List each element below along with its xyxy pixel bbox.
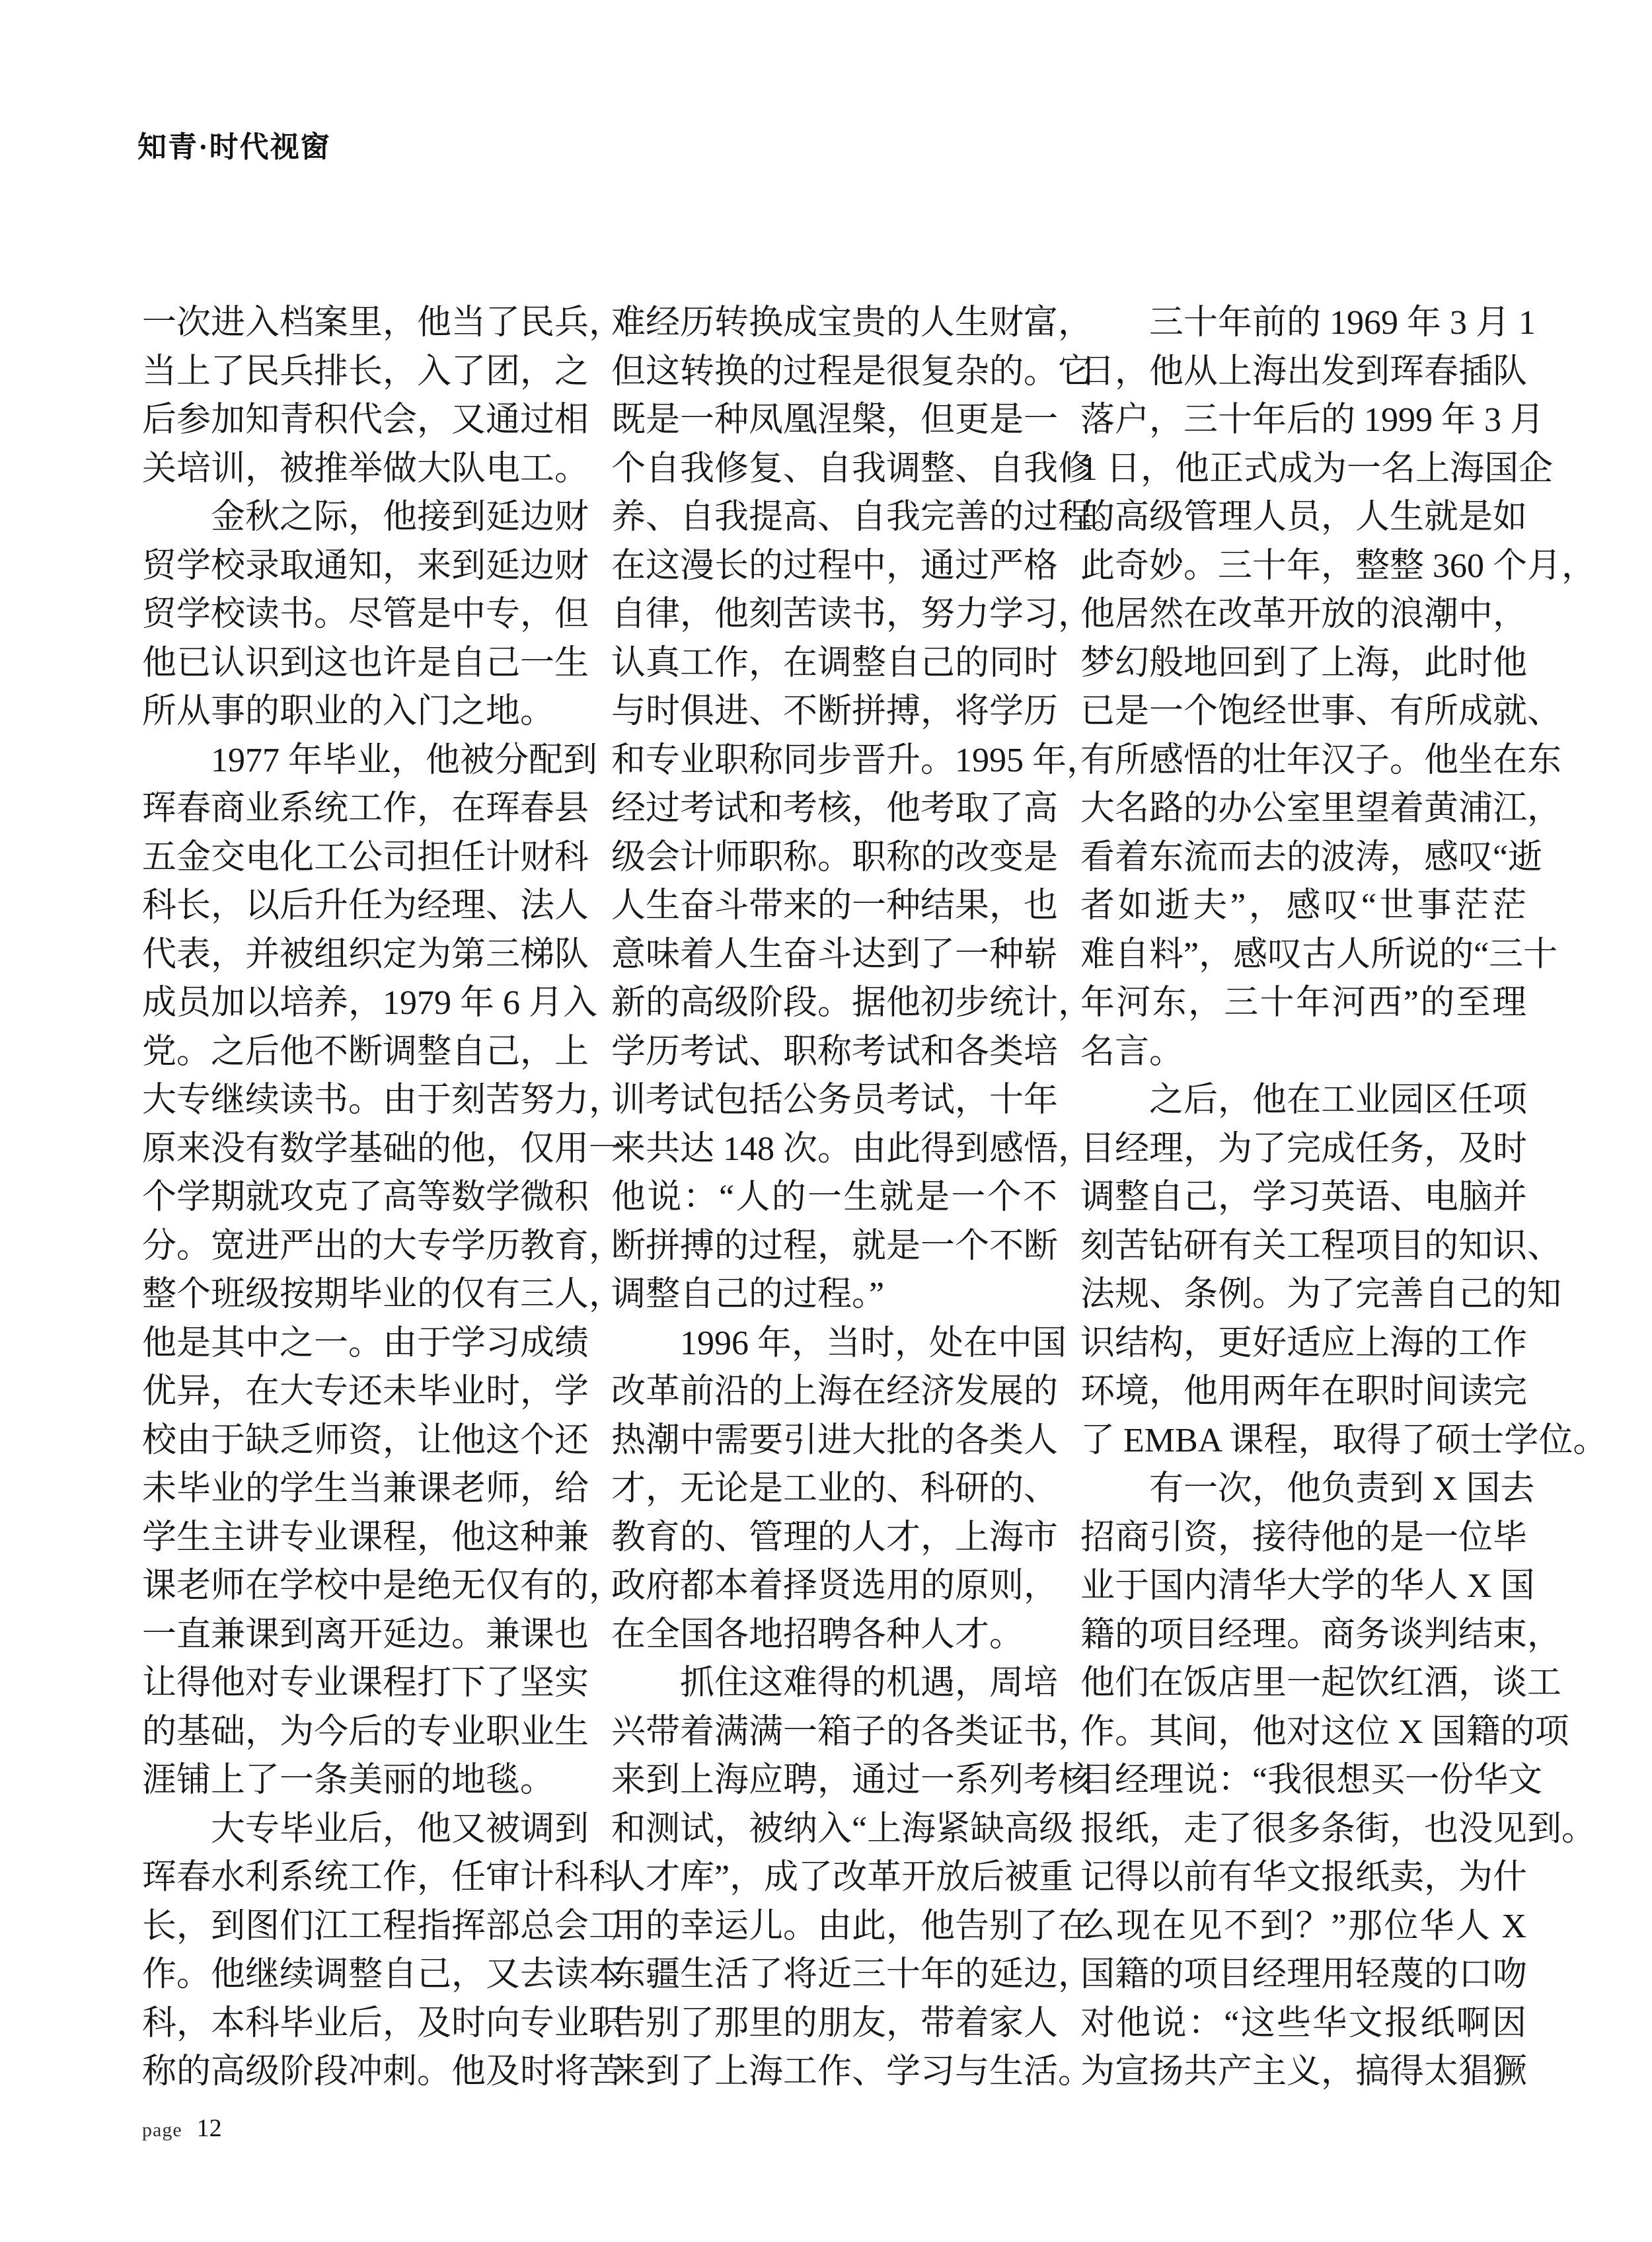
text-line: 他说：“人的一生就是一个不 (611, 1179, 1057, 1216)
text-line: 未毕业的学生当兼课老师，给 (142, 1470, 589, 1508)
text-line: 已是一个饱经世事、有所成就、 (1080, 693, 1562, 730)
text-line: 改革前沿的上海在经济发展的 (611, 1373, 1059, 1411)
text-line: 涯铺上了一条美丽的地毯。 (142, 1761, 555, 1799)
text-line: 国籍的项目经理用轻蔑的口吻 (1080, 1956, 1528, 1993)
text-line: 党。之后他不断调整自己，上 (142, 1032, 589, 1071)
text-line: 用的幸运儿。由此，他告别了在 (611, 1907, 1093, 1945)
text-line: 抓住这难得的机遇，周培 (680, 1664, 1059, 1702)
text-line: 课老师在学校中是绝无仅有的， (142, 1567, 624, 1605)
page-label: page (142, 2119, 182, 2141)
text-line: 一次进入档案里，他当了民兵， (142, 304, 624, 342)
text-line: 目经理说：“我很想买一份华文 (1080, 1761, 1543, 1799)
text-line: 人生奋斗带来的一种结果，也 (611, 887, 1059, 925)
text-line: 称的高级阶段冲刺。他及时将苦 (142, 2053, 624, 2091)
page-header: 知青·时代视窗 (137, 131, 331, 163)
text-line: 教育的、管理的人才，上海市 (611, 1518, 1059, 1557)
text-line: 校由于缺乏师资，让他这个还 (142, 1421, 589, 1459)
text-line: 告别了那里的朋友，带着家人 (611, 2004, 1059, 2042)
text-line: 分。宽进严出的大专学历教育， (142, 1227, 624, 1265)
text-line: 学历考试、职称考试和各类培 (611, 1032, 1059, 1071)
text-line: 让得他对专业课程打下了坚实 (142, 1664, 589, 1702)
text-line: 记得以前有华文报纸卖，为什 (1080, 1859, 1528, 1896)
text-line: 在这漫长的过程中，通过严格 (611, 547, 1059, 585)
text-line: 珲春水利系统工作，任审计科科 (142, 1859, 624, 1896)
text-line: 难经历转换成宝贵的人生财富， (611, 304, 1093, 342)
text-line: 三十年前的 1969 年 3 月 1 (1149, 304, 1536, 342)
text-line: 环境，他用两年在职时间读完 (1080, 1373, 1528, 1411)
text-line: 个自我修复、自我调整、自我修 (611, 449, 1093, 488)
text-line: 所从事的职业的入门之地。 (142, 693, 555, 730)
text-column-1 (142, 299, 624, 2097)
text-line: 个学期就攻克了高等数学微积 (142, 1179, 589, 1216)
text-line: 业于国内清华大学的华人 X 国 (1080, 1567, 1535, 1605)
text-line: 和专业职称同步晋升。1995 年， (611, 741, 1102, 779)
text-line: 之后，他在工业园区任项 (1149, 1081, 1528, 1119)
text-line: 他们在饭店里一起饮红酒，谈工 (1080, 1664, 1562, 1702)
text-line: 当上了民兵排长，入了团，之 (142, 352, 589, 391)
text-line: 落户，三十年后的 1999 年 3 月 (1080, 401, 1545, 439)
text-line: 年河东，三十年河西”的至理 (1080, 984, 1526, 1022)
text-line: 作。他继续调整自己，又去读本 (142, 1956, 624, 1993)
text-line: 的高级管理人员，人生就是如 (1080, 498, 1528, 536)
text-line: 者如逝夫”，感叹“世事茫茫 (1080, 887, 1526, 925)
text-line: 的基础，为今后的专业职业生 (142, 1713, 589, 1751)
text-line: 对他说：“这些华文报纸啊因 (1080, 2004, 1526, 2042)
text-line: 意味着人生奋斗达到了一种崭 (611, 935, 1059, 974)
text-line: 有所感悟的壮年汉子。他坐在东 (1080, 741, 1562, 779)
text-line: 来共达 148 次。由此得到感悟， (611, 1130, 1093, 1168)
text-line: 学生主讲专业课程，他这种兼 (142, 1518, 589, 1557)
text-line: 兴带着满满一箱子的各类证书， (611, 1713, 1093, 1751)
text-line: 贸学校读书。尽管是中专，但 (142, 596, 589, 633)
text-line: 大名路的办公室里望着黄浦江， (1080, 790, 1562, 828)
text-line: 一直兼课到离开延边。兼课也 (142, 1615, 589, 1654)
text-line: 养、自我提高、自我完善的过程。 (611, 498, 1127, 536)
text-line: 和测试，被纳入“上海紧缺高级 (611, 1810, 1074, 1848)
text-line: 难自料”，感叹古人所说的“三十 (1080, 935, 1558, 974)
text-line: 热潮中需要引进大批的各类人 (611, 1421, 1059, 1459)
text-line: 梦幻般地回到了上海，此时他 (1080, 644, 1528, 682)
text-line: 代表，并被组织定为第三梯队 (142, 935, 589, 974)
text-line: 政府都本着择贤选用的原则， (611, 1567, 1059, 1605)
text-line: 看着东流而去的波涛，感叹“逝 (1080, 838, 1543, 876)
text-line: 此奇妙。三十年，整整 360 个月， (1080, 547, 1596, 585)
text-line: 1 日，他正式成为一名上海国企 (1080, 449, 1554, 488)
text-line: 籍的项目经理。商务谈判结束， (1080, 1615, 1562, 1654)
text-line: 作。其间，他对这位 X 国籍的项 (1080, 1713, 1569, 1751)
text-line: 刻苦钻研有关工程项目的知识、 (1080, 1227, 1562, 1265)
text-column-3 (1080, 299, 1608, 2097)
text-column-2 (611, 299, 1127, 2097)
text-line: 珲春商业系统工作，在珲春县 (142, 790, 589, 828)
text-line: 长，到图们江工程指挥部总会工 (142, 1907, 624, 1945)
text-line: 与时俱进、不断拼搏，将学历 (611, 693, 1059, 730)
text-line: 么现在见不到？”那位华人 X (1080, 1907, 1526, 1945)
text-line: 为宣扬共产主义，搞得太猖獗 (1080, 2053, 1528, 2091)
text-line: 才，无论是工业的、科研的、 (611, 1470, 1059, 1508)
text-line: 东疆生活了将近三十年的延边， (611, 1956, 1093, 1993)
text-line: 他居然在改革开放的浪潮中， (1080, 596, 1528, 633)
text-line: 整个班级按期毕业的仅有三人， (142, 1276, 624, 1313)
text-line: 认真工作，在调整自己的同时 (611, 644, 1059, 682)
text-line: 1996 年，当时，处在中国 (680, 1324, 1067, 1362)
text-line: 金秋之际，他接到延边财 (211, 498, 589, 536)
text-line: 既是一种凤凰涅槃，但更是一 (611, 401, 1059, 439)
page-number: 12 (196, 2114, 222, 2142)
text-line: 贸学校录取通知，来到延边财 (142, 547, 589, 585)
text-line: 在全国各地招聘各种人才。 (611, 1615, 1024, 1654)
text-line: 科，本科毕业后，及时向专业职 (142, 2004, 624, 2042)
text-line: 招商引资，接待他的是一位毕 (1080, 1518, 1528, 1557)
text-line: 经过考试和考核，他考取了高 (611, 790, 1059, 828)
text-line: 大专继续读书。由于刻苦努力， (142, 1081, 624, 1119)
text-line: 五金交电化工公司担任计财科 (142, 838, 589, 876)
text-line: 原来没有数学基础的他，仅用一 (142, 1130, 624, 1168)
text-line: 了 EMBA 课程，取得了硕士学位。 (1080, 1421, 1608, 1459)
text-line: 成员加以培养，1979 年 6 月入 (142, 984, 598, 1022)
text-line: 法规、条例。为了完善自己的知 (1080, 1276, 1562, 1313)
text-line: 报纸，走了很多条街，也没见到。 (1080, 1810, 1596, 1848)
text-line: 有一次，他负责到 X 国去 (1149, 1470, 1535, 1508)
page-footer (142, 2114, 222, 2143)
text-line: 断拼搏的过程，就是一个不断 (611, 1227, 1059, 1265)
text-line: 但这转换的过程是很复杂的。它 (611, 352, 1093, 391)
text-line: 识结构，更好适应上海的工作 (1080, 1324, 1528, 1362)
text-line: 关培训，被推举做大队电工。 (142, 449, 589, 488)
text-line: 训考试包括公务员考试，十年 (611, 1081, 1059, 1119)
text-line: 优异，在大专还未毕业时，学 (142, 1373, 589, 1411)
text-line: 日，他从上海出发到珲春插队 (1080, 352, 1528, 391)
text-line: 科长，以后升任为经理、法人 (142, 887, 589, 925)
text-line: 后参加知青积代会，又通过相 (142, 401, 589, 439)
text-line: 调整自己的过程。” (611, 1276, 885, 1313)
text-line: 大专毕业后，他又被调到 (211, 1810, 589, 1848)
text-line: 他已认识到这也许是自己一生 (142, 644, 589, 682)
text-line: 调整自己，学习英语、电脑并 (1080, 1179, 1528, 1216)
text-line: 级会计师职称。职称的改变是 (611, 838, 1059, 876)
article-columns (142, 299, 1608, 2097)
text-line: 目经理，为了完成任务，及时 (1080, 1130, 1528, 1168)
text-line: 新的高级阶段。据他初步统计， (611, 984, 1093, 1022)
text-line: 自律，他刻苦读书，努力学习， (611, 596, 1093, 633)
text-line: 他是其中之一。由于学习成绩 (142, 1324, 589, 1362)
text-line: 来到了上海工作、学习与生活。 (611, 2053, 1093, 2091)
text-line: 来到上海应聘，通过一系列考核 (611, 1761, 1093, 1799)
text-line: 名言。 (1080, 1032, 1184, 1071)
text-line: 1977 年毕业，他被分配到 (211, 741, 598, 779)
text-line: 人才库”，成了改革开放后被重 (611, 1859, 1074, 1896)
